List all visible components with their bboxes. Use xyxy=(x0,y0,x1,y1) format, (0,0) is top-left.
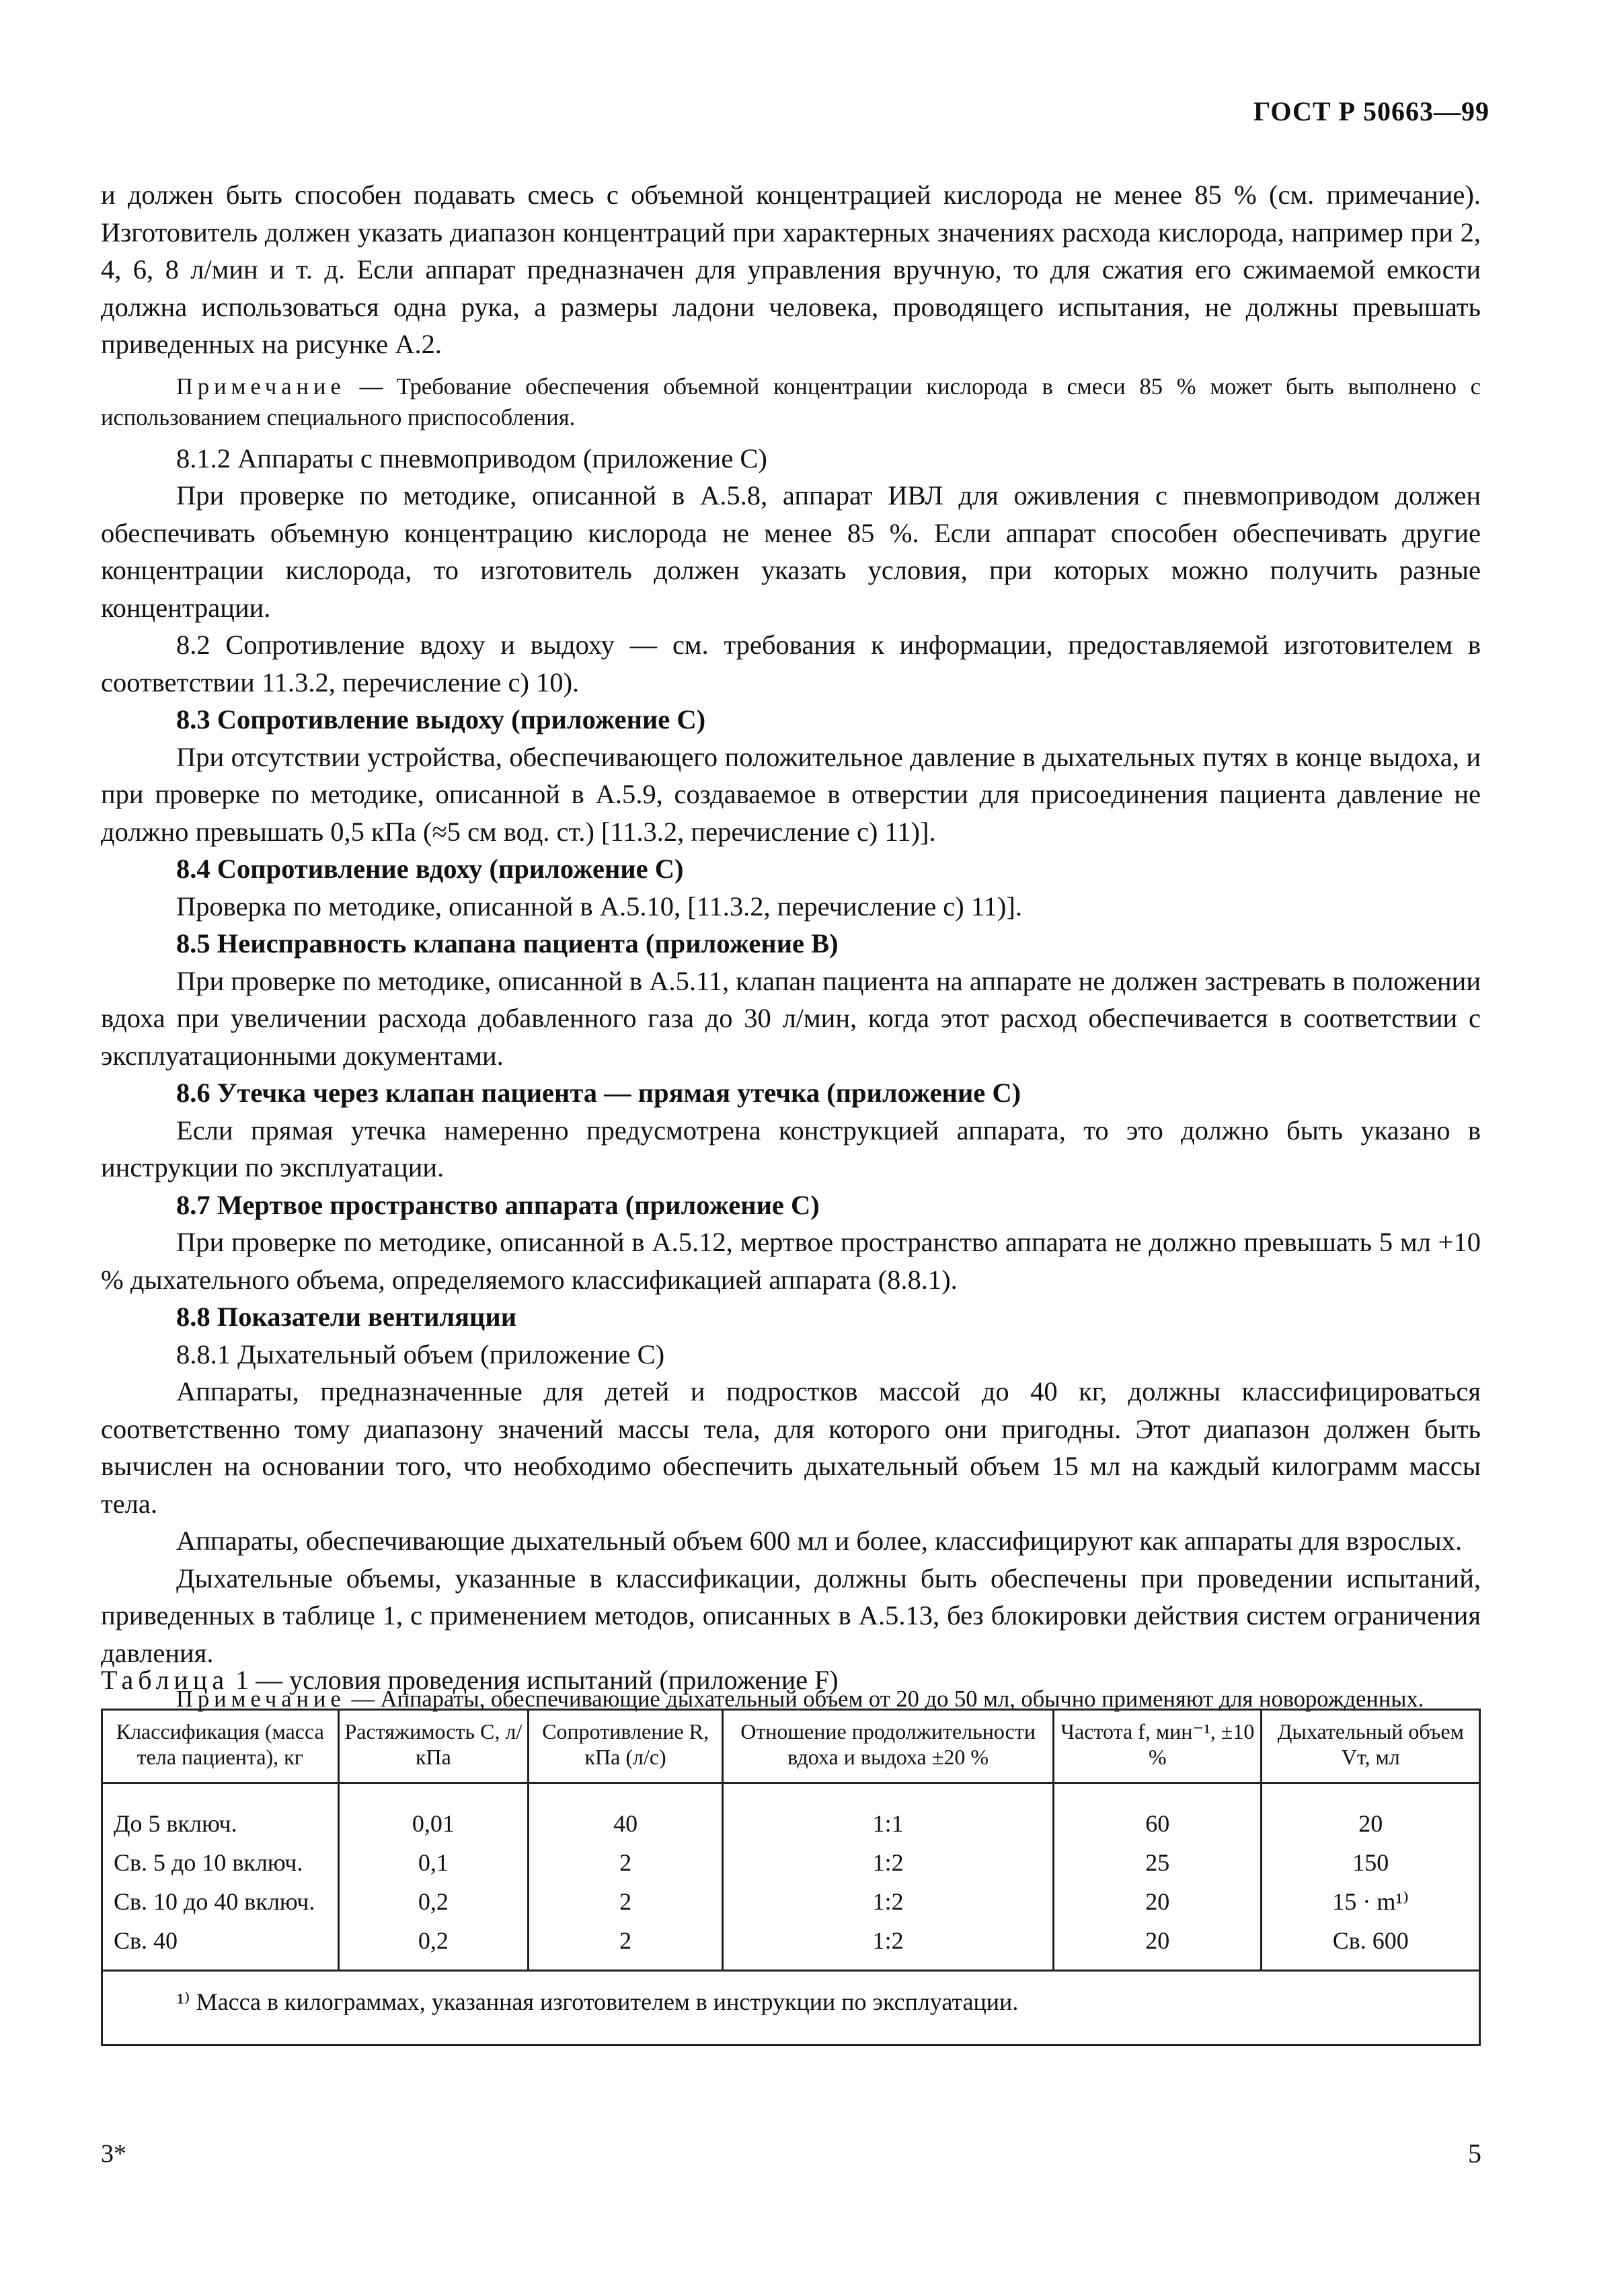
section-heading: 8.6 Утечка через клапан пациента — прямая утечка (приложение С) xyxy=(176,1078,1021,1108)
paragraph: При отсутствии устройства, обеспечивающего положительное давление в дыхательных путях в конце выдоха, и при проверке по методике, описанной в А.5.9, создаваемое в отверстии для присоединения пациента давление не должно превышать 0,5 кПа (≈5 см вод. ст.) [11.3.2, перечисление с) 11)]. xyxy=(101,741,1481,847)
note-label: Примечание xyxy=(176,373,346,400)
table-cell: 20 xyxy=(1054,1921,1262,1971)
column-header: Дыхательный объем Vт, мл xyxy=(1262,1710,1480,1783)
note-text: — Требование обеспечения объемной концентрации кислорода в смеси 85 % может быть выполнено с использованием специального приспособления. xyxy=(101,373,1481,430)
table-row xyxy=(102,1843,1480,1882)
table-cell: 1:1 xyxy=(722,1783,1053,1844)
table-cell: 1:2 xyxy=(722,1882,1053,1921)
page-number: 5 xyxy=(1468,2138,1481,2169)
table-footnote: ¹⁾ Масса в килограммах, указанная изготовителем в инструкции по эксплуатации. xyxy=(102,1971,1480,2046)
subsection-heading: 8.8.1 Дыхательный объем (приложение С) xyxy=(176,1339,665,1370)
table-row xyxy=(102,1921,1480,1971)
test-conditions-table xyxy=(101,1709,1481,2046)
table-cell: До 5 включ. xyxy=(102,1783,339,1844)
table-cell: 2 xyxy=(529,1882,723,1921)
table-cell: 20 xyxy=(1054,1882,1262,1921)
section-heading: 8.3 Сопротивление выдоху (приложение С) xyxy=(176,704,706,735)
paragraph: Проверка по методике, описанной в А.5.10, [11.3.2, перечисление с) 11)]. xyxy=(176,891,1022,922)
paragraph: и должен быть способен подавать смесь с объемной концентрацией кислорода не менее 85 % (см. примечание). Изготовитель должен указать диапазон концентраций при характерных значениях расхода кислорода, например при 2, 4, 6, 8 л/мин и т. д. Если аппарат предназначен для управления вручную, то для сжатия его сжимаемой емкости должна использоваться одна рука, а размеры ладони человека, проводящего испытания, не должны превышать приведенных на рисунке А.2. xyxy=(101,180,1481,359)
table-cell: 25 xyxy=(1054,1843,1262,1882)
table-cell: Св. 40 xyxy=(102,1921,339,1971)
table-cell: 150 xyxy=(1262,1843,1480,1882)
table-cell: 1:2 xyxy=(722,1921,1053,1971)
note-label: Примечание xyxy=(176,1686,346,1712)
section-heading: 8.5 Неисправность клапана пациента (приложение В) xyxy=(176,928,839,959)
column-header: Классификация (масса тела пациента), кг xyxy=(102,1710,339,1783)
note-text: — Аппараты, обеспечивающие дыхательный объем от 20 до 50 мл, обычно применяют для новорожденных. xyxy=(345,1686,1424,1712)
document-header-id: ГОСТ Р 50663—99 xyxy=(1253,96,1490,126)
paragraph: При проверке по методике, описанной в А.5.8, аппарат ИВЛ для оживления с пневмоприводом должен обеспечивать объемную концентрацию кислорода не менее 85 %. Если аппарат способен обеспечивать другие концентрации кислорода, то изготовитель должен указать условия, при которых можно получить разные концентрации. xyxy=(101,480,1481,623)
section-heading: 8.8 Показатели вентиляции xyxy=(176,1302,517,1332)
column-header: Отношение продолжительности вдоха и выдоха ±20 % xyxy=(722,1710,1053,1783)
paragraph: 8.2 Сопротивление вдоху и выдоху — см. требования к информации, предоставляемой изготовителем в соответствии 11.3.2, перечисление с) 10). xyxy=(101,630,1481,698)
table-caption xyxy=(101,1664,839,1696)
paragraph: Если прямая утечка намеренно предусмотрена конструкцией аппарата, то это должно быть указано в инструкции по эксплуатации. xyxy=(101,1115,1481,1183)
paragraph: Дыхательные объемы, указанные в классификации, должны быть обеспечены при проведении испытаний, приведенных в таблице 1, с применением методов, описанных в А.5.13, без блокировки действия систем ограничения давления. xyxy=(101,1563,1481,1668)
table-cell: 40 xyxy=(529,1783,723,1844)
table-cell: 0,2 xyxy=(338,1921,529,1971)
table-cell: Св. 10 до 40 включ. xyxy=(102,1882,339,1921)
paragraph: Аппараты, предназначенные для детей и подростков массой до 40 кг, должны классифицироваться соответственно тому диапазону значений массы тела, для которого они пригодны. Этот диапазон должен быть вычислен на основании того, что необходимо обеспечить дыхательный объем 15 мл на каждый килограмм массы тела. xyxy=(101,1376,1481,1519)
note xyxy=(101,371,1481,433)
table-cell: Св. 600 xyxy=(1262,1921,1480,1971)
paragraph: Аппараты, обеспечивающие дыхательный объем 600 мл и более, классифицируют как аппараты для взрослых. xyxy=(176,1526,1463,1556)
section-heading: 8.4 Сопротивление вдоху (приложение С) xyxy=(176,854,684,884)
column-header: Частота f, мин⁻¹, ±10 % xyxy=(1054,1710,1262,1783)
table-cell: 0,2 xyxy=(338,1882,529,1921)
table-header-row xyxy=(102,1710,1480,1783)
table-cell: 0,1 xyxy=(338,1843,529,1882)
paragraph: При проверке по методике, описанной в А.5.11, клапан пациента на аппарате не должен застревать в положении вдоха при увеличении расхода добавленного газа до 30 л/мин, когда этот расход обеспечивается в соответствии с эксплуатационными документами. xyxy=(101,965,1481,1071)
table-cell: 1:2 xyxy=(722,1843,1053,1882)
table-cell: 0,01 xyxy=(338,1783,529,1844)
table-cell: 60 xyxy=(1054,1783,1262,1844)
document-body xyxy=(101,176,1481,1721)
sheet-mark: 3* xyxy=(101,2140,126,2168)
table-cell: 20 xyxy=(1262,1783,1480,1844)
paragraph: При проверке по методике, описанной в А.5.12, мертвое пространство аппарата не должно превышать 5 мл +10 % дыхательного объема, определяемого классификацией аппарата (8.8.1). xyxy=(101,1227,1481,1295)
table-row xyxy=(102,1783,1480,1844)
table-cell: Св. 5 до 10 включ. xyxy=(102,1843,339,1882)
column-header: Сопротивление R, кПа (л/с) xyxy=(529,1710,723,1783)
table-row xyxy=(102,1882,1480,1921)
table-footnote-row xyxy=(102,1971,1480,2046)
section-heading: 8.7 Мертвое пространство аппарата (приложение С) xyxy=(176,1189,820,1220)
column-header: Растяжимость С, л/кПа xyxy=(338,1710,529,1783)
subsection-heading: 8.1.2 Аппараты с пневмоприводом (приложение С) xyxy=(176,443,767,474)
table-cell: 15 · m¹⁾ xyxy=(1262,1882,1480,1921)
table-cell: 2 xyxy=(529,1843,723,1882)
table-caption-label: Таблица xyxy=(101,1665,229,1695)
table-caption-text: 1 — условия проведения испытаний (приложение F) xyxy=(229,1665,839,1695)
table-cell: 2 xyxy=(529,1921,723,1971)
